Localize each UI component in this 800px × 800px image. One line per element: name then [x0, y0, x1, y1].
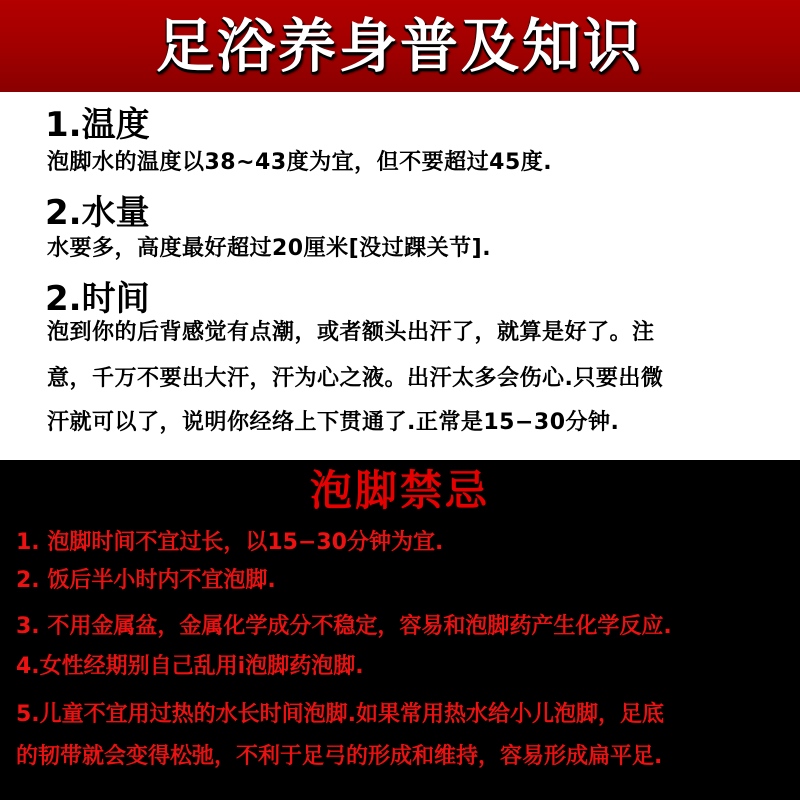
taboo-item-3: 3. 不用金属盆，金属化学成分不稳定，容易和泡脚药产生化学反应.: [16, 614, 672, 639]
taboo-item-5-line-2: 的韧带就会变得松弛，不利于足弓的形成和维持，容易形成扁平足.: [16, 744, 663, 769]
header-banner: [0, 0, 800, 92]
taboo-title: 泡脚禁忌: [309, 466, 490, 515]
time-heading: 2.时间: [45, 279, 150, 319]
taboo-section: [0, 460, 800, 800]
temperature-text: 泡脚水的温度以38~43度为宜，但不要超过45度.: [47, 150, 553, 175]
time-text-line-1: 泡到你的后背感觉有点潮，或者额头出汗了，就算是好了。注: [47, 320, 655, 345]
taboo-item-5-line-1: 5.儿童不宜用过热的水长时间泡脚.如果常用热水给小儿泡脚，足底: [16, 702, 665, 727]
water-volume-heading: 2.水量: [45, 193, 150, 233]
page-title: 足浴养身普及知识: [155, 12, 644, 80]
knowledge-section: [0, 92, 800, 460]
time-text-line-2: 意，千万不要出大汗，汗为心之液。出汗太多会伤心.只要出微: [47, 366, 664, 391]
time-text-line-3: 汗就可以了，说明你经络上下贯通了.正常是15−30分钟.: [47, 410, 620, 435]
taboo-item-4: 4.女性经期别自己乱用i泡脚药泡脚.: [16, 654, 364, 679]
taboo-item-1: 1. 泡脚时间不宜过长，以15−30分钟为宜.: [16, 530, 444, 555]
taboo-item-2: 2. 饭后半小时内不宜泡脚.: [16, 568, 276, 593]
water-volume-text: 水要多，高度最好超过20厘米[没过踝关节].: [47, 236, 492, 261]
temperature-heading: 1.温度: [45, 105, 150, 145]
